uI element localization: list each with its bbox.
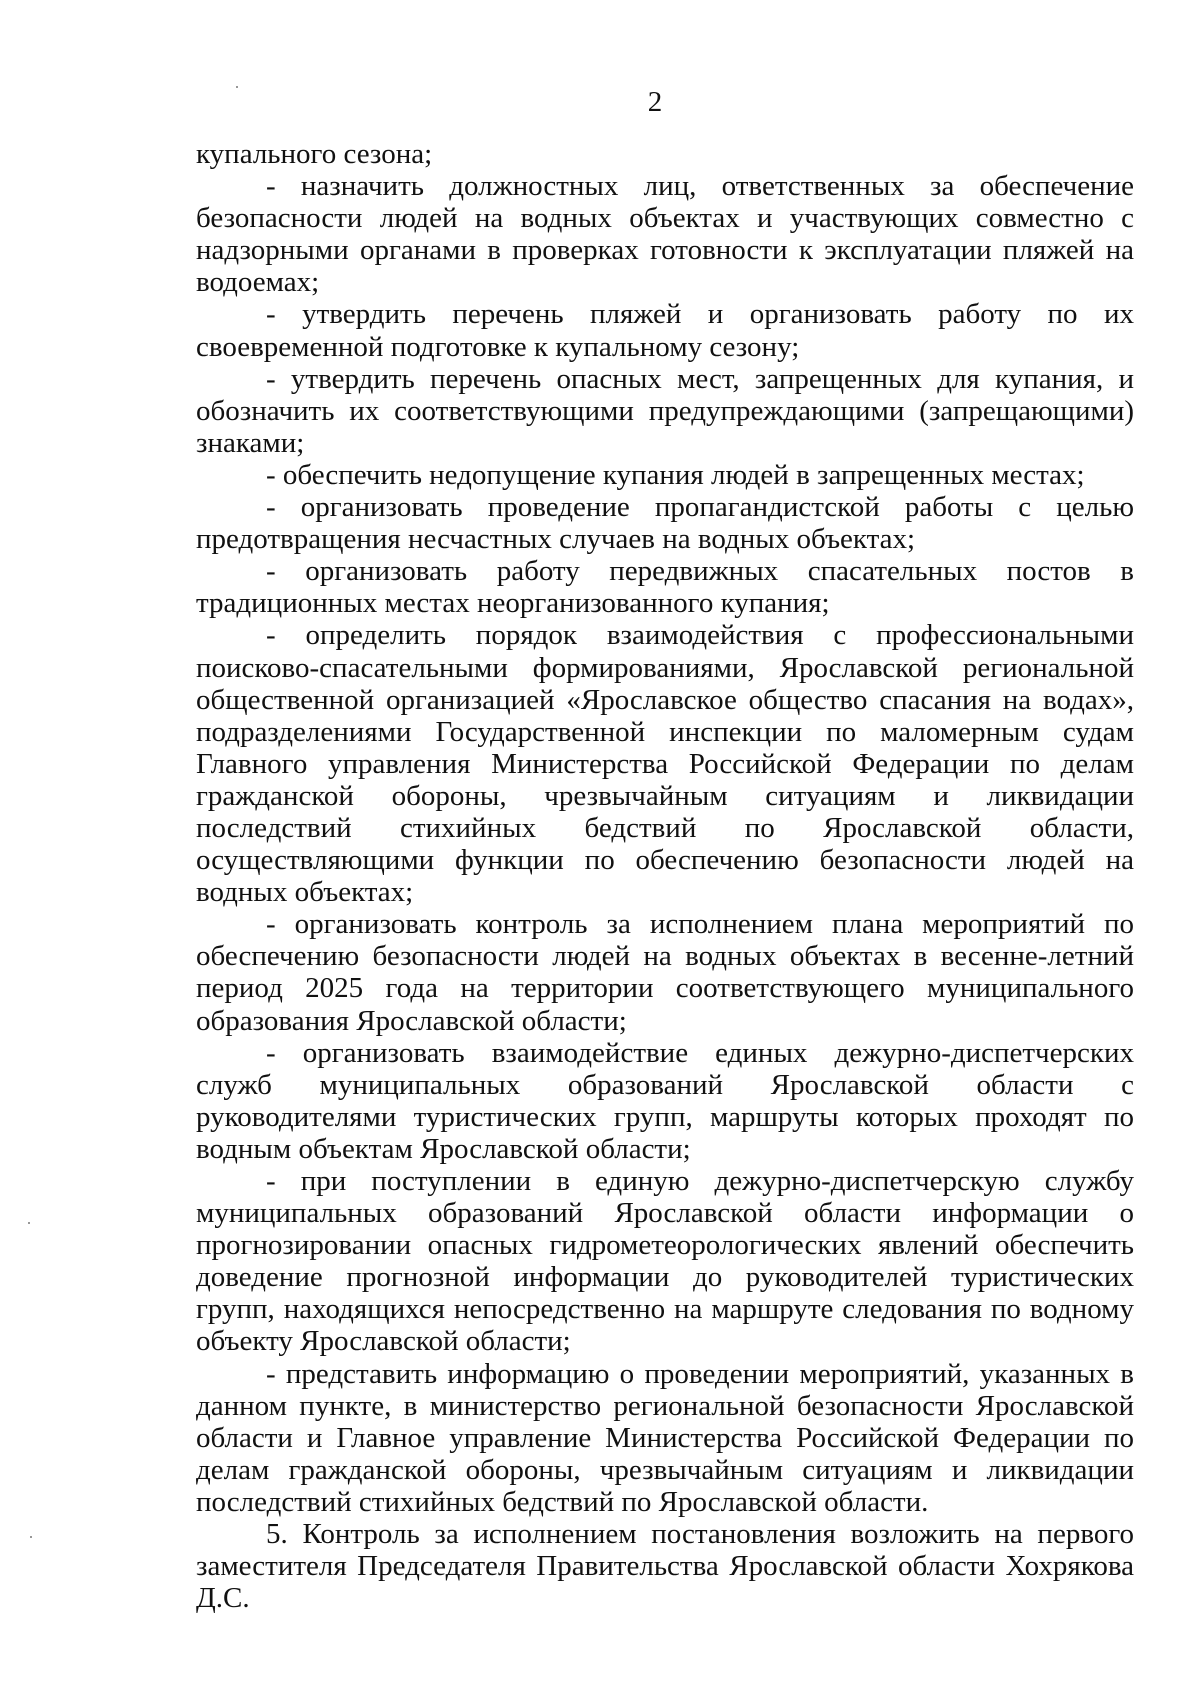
list-item-paragraph: - обеспечить недопущение купания людей в запрещенных местах; (266, 458, 1085, 491)
list-item-paragraph: - организовать контроль за исполнением плана мероприятий по обеспечению безопасности людей на водных объектах в весенне-летний период 2025 года на территории соответствующего муниципального образования Ярославской области; (196, 908, 1134, 1037)
list-item-paragraph: - утвердить перечень пляжей и организовать работу по их своевременной подготовке к купальному сезону; (196, 298, 1134, 363)
list-item-paragraph: - при поступлении в единую дежурно-диспетчерскую службу муниципальных образований Ярославской области информации о прогнозировании опасных гидрометеорологических явлений обеспечить доведение прогнозной информации до руководителей туристических групп, находящихся непосредственно на маршруте следования по водному объекту Ярославской области; (196, 1165, 1134, 1358)
numbered-clause-paragraph: 5. Контроль за исполнением постановления возложить на первого заместителя Председателя Правительства Ярославской области Хохрякова Д.С. (196, 1518, 1134, 1615)
list-item-paragraph: - определить порядок взаимодействия с профессиональными поисково-спасательными формированиями, Ярославской региональной общественной организацией «Ярославское общество спасания на водах», подразделениями Государственной инспекции по маломерным судам Главного управления Министерства Российской Федерации по делам гражданской обороны, чрезвычайным ситуациям и ликвидации последствий стихийных бедствий по Ярославской области, осуществляющими функции по обеспечению безопасности людей на водных объектах; (196, 619, 1134, 909)
document-body (196, 138, 1134, 1614)
page-number: 2 (647, 86, 663, 118)
list-item-paragraph: - организовать взаимодействие единых дежурно-диспетчерских служб муниципальных образований Ярославской области с руководителями туристических групп, маршруты которых проходят по водным объектам Ярославской области; (196, 1036, 1134, 1165)
list-item-paragraph: - утвердить перечень опасных мест, запрещенных для купания, и обозначить их соответствующими предупреждающими (запрещающими) знаками; (196, 362, 1134, 459)
scan-speck (28, 1222, 30, 1224)
list-item-paragraph: - представить информацию о проведении мероприятий, указанных в данном пункте, в министерство региональной безопасности Ярославской области и Главное управление Министерства Российской Федерации по делам гражданской обороны, чрезвычайным ситуациям и ликвидации последствий стихийных бедствий по Ярославской области. (196, 1357, 1134, 1518)
scan-speck (30, 1536, 32, 1538)
list-item-paragraph: - организовать проведение пропагандистской работы с целью предотвращения несчастных случаев на водных объектах; (196, 491, 1134, 556)
list-item-paragraph: - назначить должностных лиц, ответственных за обеспечение безопасности людей на водных объектах и участвующих совместно с надзорными органами в проверках готовности к эксплуатации пляжей на водоемах; (196, 170, 1134, 299)
paragraph-continuation: купального сезона; (196, 138, 433, 170)
list-item-paragraph: - организовать работу передвижных спасательных постов в традиционных местах неорганизованного купания; (196, 555, 1134, 620)
